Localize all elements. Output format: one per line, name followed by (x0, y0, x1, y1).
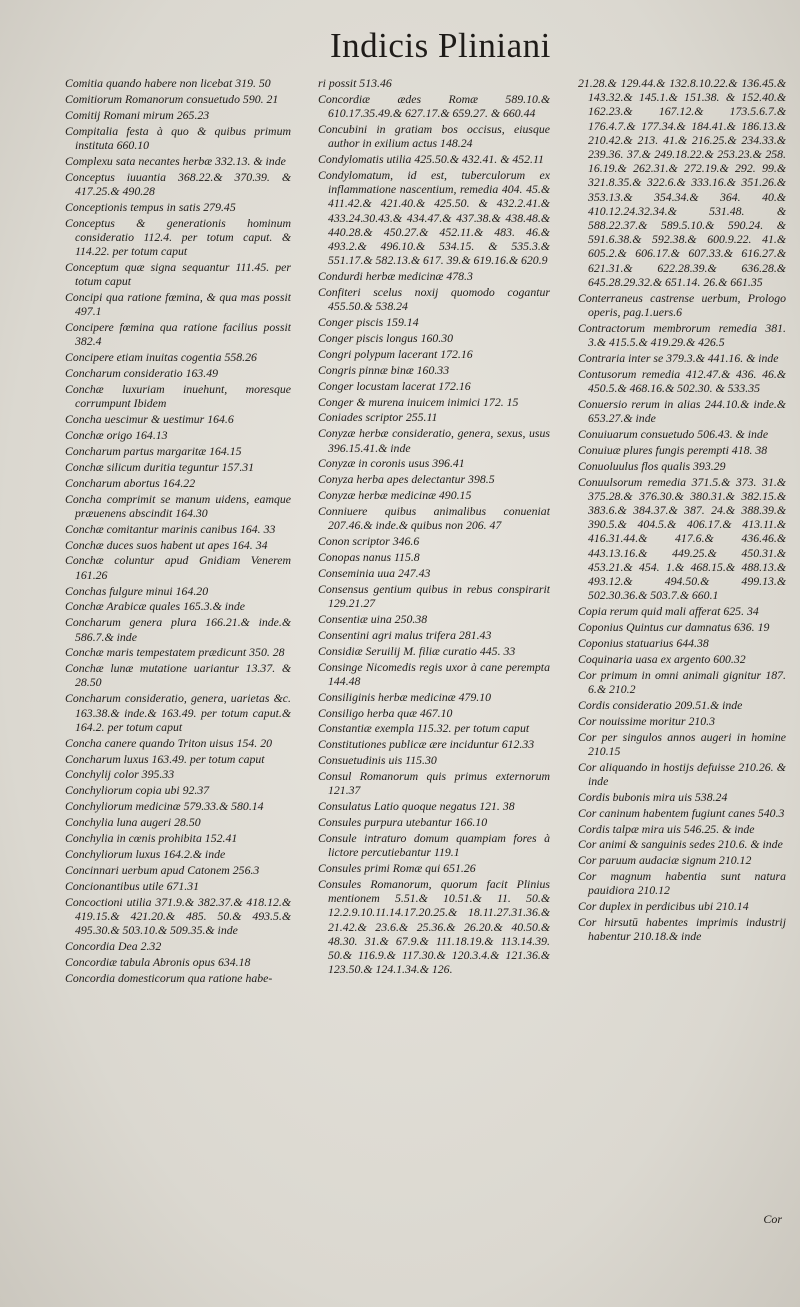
index-entry: Concha canere quando Triton uisus 154. 20 (65, 735, 272, 750)
index-entry: Cordis talpæ mira uis 546.25. & inde (578, 821, 755, 836)
index-entry: Concharum partus margaritæ 164.15 (65, 443, 242, 458)
index-entry: Conger locustam lacerat 172.16 (318, 378, 471, 393)
index-entry: Comitia quando habere non licebat 319. 50 (65, 76, 271, 90)
index-entry: Constitutiones publicæ ære inciduntur 612.33 (318, 737, 535, 752)
index-entry: Consensus gentium quibus in rebus conspirarit 129.21.27 (318, 581, 550, 611)
index-entry: Consiligo herba quæ 467.10 (318, 705, 453, 720)
index-entry: Consul Romanorum quis primus externorum 121.37 (318, 769, 550, 798)
index-entry: Copia rerum quid mali afferat 625. 34 (578, 604, 759, 619)
index-entry: Cor paruum audaciæ signum 210.12 (578, 853, 752, 868)
index-entry: Concharum consideratio 163.49 (65, 366, 219, 381)
index-entry: Consiliginis herbæ medicinæ 479.10 (318, 689, 492, 704)
index-entry: Consentini agri malus trifera 281.43 (318, 627, 492, 642)
index-entry: Consules purpura utebantur 166.10 (318, 815, 488, 830)
index-entry: Concharum abortus 164.22 (65, 475, 196, 490)
index-entry: Conchæ luxuriam inuehunt, moresque corrumpunt Ibidem (65, 382, 291, 411)
index-entry: Concoctioni utilia 371.9.& 382.37.& 418.12.& 419.15.& 421.20.& 485. 50.& 493.5.& 495.30.& 503.10.& 509.35.& inde (65, 894, 291, 937)
index-entry: Conterraneus castrense uerbum, Prologo operis, pag.1.uers.6 (578, 290, 786, 319)
index-entry: Concordia domesticorum qua ratione habe- (65, 970, 273, 985)
index-entry: Coponius Quintus cur damnatus 636. 19 (578, 620, 770, 635)
index-entry: Conniuere quibus animalibus conueniat 207.46.& inde.& quibus non 206. 47 (318, 504, 550, 533)
index-entry: Conuersio rerum in alias 244.10.& inde.& 653.27.& inde (578, 396, 786, 426)
index-entry: Consentiæ uina 250.38 (318, 611, 428, 626)
index-entry: Cordis consideratio 209.51.& inde (578, 697, 743, 712)
index-entry: Conchæ coluntur apud Gnidiam Venerem 161.26 (65, 553, 291, 582)
index-entry: Concipere fœmina qua ratione facilius possit 382.4 (65, 320, 291, 349)
index-entry: Contractorum membrorum remedia 381. 3.& 415.5.& 419.29.& 426.5 (578, 320, 786, 350)
index-entry: Conchylij color 395.33 (65, 767, 175, 782)
index-entry: Conuulsorum remedia 371.5.& 373. 31.& 375.28.& 376.30.& 380.31.& 382.15.& 383.6.& 384.37.& 387. 24.& 388.39.& 390.5.& 404.5.& 406.17.& 413.11.& 416.31.44.& 417.6.& 436.46.& 443.13.16.& 449.25.& 450.31.& 453.21.& 454. 1.& 468.15.& 488.13.& 493.12.& 494.50.& 499.13.& 502.30.36.& 503.7.& 660.1 (578, 474, 786, 603)
index-entry: Considiæ Seruilij M. filiæ curatio 445. 33 (318, 643, 516, 658)
index-entry: Comitij Romani mirum 265.23 (65, 107, 210, 122)
index-entry: Conyzæ in coronis usus 396.41 (318, 456, 465, 471)
index-entry: Conchæ maris tempestatem prædicunt 350. 28 (65, 645, 285, 660)
index-entry: Concharum consideratio, genera, uarietas &c. 163.38.& inde.& 163.49. per totum caput.& 164.2. per totum caput (65, 691, 291, 734)
index-entry: Conchæ silicum duritia teguntur 157.31 (65, 459, 255, 474)
index-entry: Cor hirsutū habentes imprimis industrij habentur 210.18.& inde (578, 915, 786, 944)
index-entry: Conchyliorum copia ubi 92.37 (65, 783, 210, 798)
index-entry: Conchyliorum medicinæ 579.33.& 580.14 (65, 799, 264, 814)
index-entry: Conger piscis longus 160.30 (318, 330, 454, 345)
index-column-right (578, 76, 786, 1226)
index-entry: Consules primi Romæ qui 651.26 (318, 861, 476, 876)
index-entry: Conchæ Arabicæ quales 165.3.& inde (65, 599, 246, 614)
index-entry: Cor magnum habentia sunt natura pauidiora 210.12 (578, 869, 786, 898)
index-entry: Compitalia festa à quo & quibus primum instituta 660.10 (65, 123, 291, 152)
index-entry: Conceptus iuuantia 368.22.& 370.39. & 417.25.& 490.28 (65, 169, 291, 198)
index-entry: Consulatus Latio quoque negatus 121. 38 (318, 799, 515, 814)
index-entry: Consuetudinis uis 115.30 (318, 753, 437, 768)
index-entry: ri possit 513.46 (318, 76, 392, 90)
index-entry: Conchæ origo 164.13 (65, 427, 168, 442)
index-entry: Concha uescimur & uestimur 164.6 (65, 412, 234, 427)
index-entry: Coponius statuarius 644.38 (578, 635, 709, 650)
index-entry: Conuiuarum consuetudo 506.43. & inde (578, 427, 769, 441)
index-entry: Contraria inter se 379.3.& 441.16. & inde (578, 350, 779, 365)
index-entry: Concordiæ ædes Romæ 589.10.& 610.17.35.49.& 627.17.& 659.27. & 660.44 (318, 91, 550, 121)
index-entry: Conseminia uua 247.43 (318, 565, 431, 580)
index-entry: Concipere etiam inuitas cogentia 558.26 (65, 350, 257, 365)
index-entry: Conchas fulgure minui 164.20 (65, 583, 209, 598)
index-entry: Conceptionis tempus in satis 279.45 (65, 199, 236, 214)
index-entry: Cor nouissime moritur 210.3 (578, 713, 715, 728)
index-entry: Conchylia in cœnis prohibita 152.41 (65, 831, 238, 846)
index-entry: Conchæ comitantur marinis canibus 164. 33 (65, 521, 276, 536)
index-entry: Coniades scriptor 255.11 (318, 410, 438, 425)
index-entry: Conyzæ herbæ consideratio, genera, sexus, usus 396.15.41.& inde (318, 426, 550, 455)
index-entry: Concordiæ tabula Abronis opus 634.18 (65, 954, 251, 969)
index-entry: 21.28.& 129.44.& 132.8.10.22.& 136.45.& 143.32.& 145.1.& 151.38. & 152.40.& 162.23.& 167.12.& 173.5.6.7.& 176.4.7.& 177.34.& 184.41.& 186.13.& 210.42.& 213. 41.& 216.25.& 234.33.& 239.36. 37.& 249.18.22.& 253.23.& 258. 16.19.& 262.31.& 272.19.& 292. 99.& 321.8.35.& 322.6.& 333.16.& 351.26.& 353.13.& 354.34.& 364. 40.& 410.12.24.32.34.& 531.48. & 588.22.37.& 589.5.10.& 590.24. & 591.6.38.& 592.38.& 600.9.22. 41.& 605.2.& 606.17.& 607.33.& 616.27.& 621.31.& 622.28.39.& 636.28.& 645.28.29.32.& 651.14. 26.& 661.35 (578, 76, 786, 289)
index-entry: Cor animi & sanguinis sedes 210.6. & inde (578, 837, 783, 852)
index-entry: Concordia Dea 2.32 (65, 938, 162, 953)
index-entry: Conchæ lunæ mutatione uariantur 13.37. & 28.50 (65, 661, 291, 690)
index-entry: Cor aliquando in hostijs defuisse 210.26. & inde (578, 759, 786, 788)
index-entry: Contusorum remedia 412.47.& 436. 46.& 450.5.& 468.16.& 502.30. & 533.35 (578, 366, 786, 396)
index-entry: Complexu sata necantes herbæ 332.13. & inde (65, 153, 286, 168)
index-entry: Consules Romanorum, quorum facit Plinius mentionem 5.51.& 10.51.& 11. 50.& 12.2.9.10.11.14.17.20.25.& 18.11.27.31.36.& 21.42.& 23.6.& 25.36.& 26.20.& 40.50.& 48.30. 31.& 67.9.& 111.18.19.& 113.14.39. 50.& 116.9.& 117.30.& 120.3.4.& 121.36.& 123.50.& 124.1.34.& 126. (318, 877, 550, 977)
index-entry: Cor per singulos annos augeri in homine 210.15 (578, 729, 786, 758)
index-entry: Concharum luxus 163.49. per totum caput (65, 751, 265, 766)
index-entry: Cor caninum habentem fugiunt canes 540.3 (578, 805, 785, 820)
index-entry: Condylomatum, id est, tuberculorum ex inflammatione nascentium, remedia 404. 45.& 411.42.& 421.40.& 425.50. & 432.2.41.& 433.24.30.43.& 434.47.& 437.38.& 438.48.& 440.28.& 450.27.& 452.11.& 483. 46.& 493.2.& 496.10.& 534.15. & 535.3.& 551.17.& 582.13.& 617. 39.& 619.16.& 620.9 (318, 167, 550, 268)
index-entry: Concha comprimit se manum uidens, eamque præuenens abscindit 164.30 (65, 491, 291, 520)
index-entry: Concharum genera plura 166.21.& inde.& 586.7.& inde (65, 615, 291, 644)
index-column-middle (318, 76, 550, 1206)
index-entry: Congri polypum lacerant 172.16 (318, 346, 473, 361)
index-entry: Consule intraturo domum quampiam fores à lictore percutiebantur 119.1 (318, 831, 550, 860)
index-entry: Conyzæ herbæ medicinæ 490.15 (318, 488, 472, 503)
index-entry: Conyza herba apes delectantur 398.5 (318, 472, 495, 487)
index-entry: Cordis bubonis mira uis 538.24 (578, 789, 728, 804)
index-entry: Conchæ duces suos habent ut apes 164. 34 (65, 537, 268, 552)
index-entry: Conceptus & generationis hominum consideratio 112.4. per totum caput. & 114.22. per totum caput (65, 215, 291, 259)
index-entry: Comitiorum Romanorum consuetudo 590. 21 (65, 91, 279, 106)
index-entry: Cor primum in omni animali gignitur 187. 6.& 210.2 (578, 667, 786, 696)
index-entry: Conceptum quæ signa sequantur 111.45. per totum caput (65, 259, 291, 289)
index-entry: Concinnari uerbum apud Catonem 256.3 (65, 862, 260, 877)
catchword: Cor (763, 1212, 782, 1226)
index-column-left (65, 76, 291, 1226)
index-entry: Cor duplex in perdicibus ubi 210.14 (578, 899, 749, 914)
index-entry: Conchylia luna augeri 28.50 (65, 815, 201, 830)
index-entry: Conuiuæ plures fungis perempti 418. 38 (578, 442, 768, 457)
index-entry: Concubini in gratiam bos occisus, eiusque author in exilium actus 148.24 (318, 121, 550, 151)
index-entry: Conger & murena inuicem inimici 172. 15 (318, 394, 519, 409)
index-entry: Concionantibus utile 671.31 (65, 878, 200, 893)
index-entry: Conger piscis 159.14 (318, 315, 419, 330)
index-entry: Confiteri scelus noxij quomodo cogantur 455.50.& 538.24 (318, 284, 550, 314)
running-header: Indicis Pliniani (330, 26, 551, 65)
index-entry: Consinge Nicomedis regis uxor à cane perempta 144.48 (318, 659, 550, 688)
index-entry: Coquinaria uasa ex argento 600.32 (578, 651, 746, 666)
index-entry: Conchyliorum luxus 164.2.& inde (65, 846, 226, 861)
index-entry: Constantiæ exempla 115.32. per totum caput (318, 721, 530, 736)
index-entry: Condylomatis utilia 425.50.& 432.41. & 452.11 (318, 152, 544, 167)
index-entry: Congris pinnæ binæ 160.33 (318, 362, 450, 377)
index-entry: Concipi qua ratione fœmina, & qua mas possit 497.1 (65, 290, 291, 319)
index-entry: Conopas nanus 115.8 (318, 550, 420, 565)
index-entry: Conon scriptor 346.6 (318, 534, 420, 549)
index-entry: Conuoluulus flos qualis 393.29 (578, 458, 726, 473)
index-entry: Condurdi herbæ medicinæ 478.3 (318, 269, 473, 284)
